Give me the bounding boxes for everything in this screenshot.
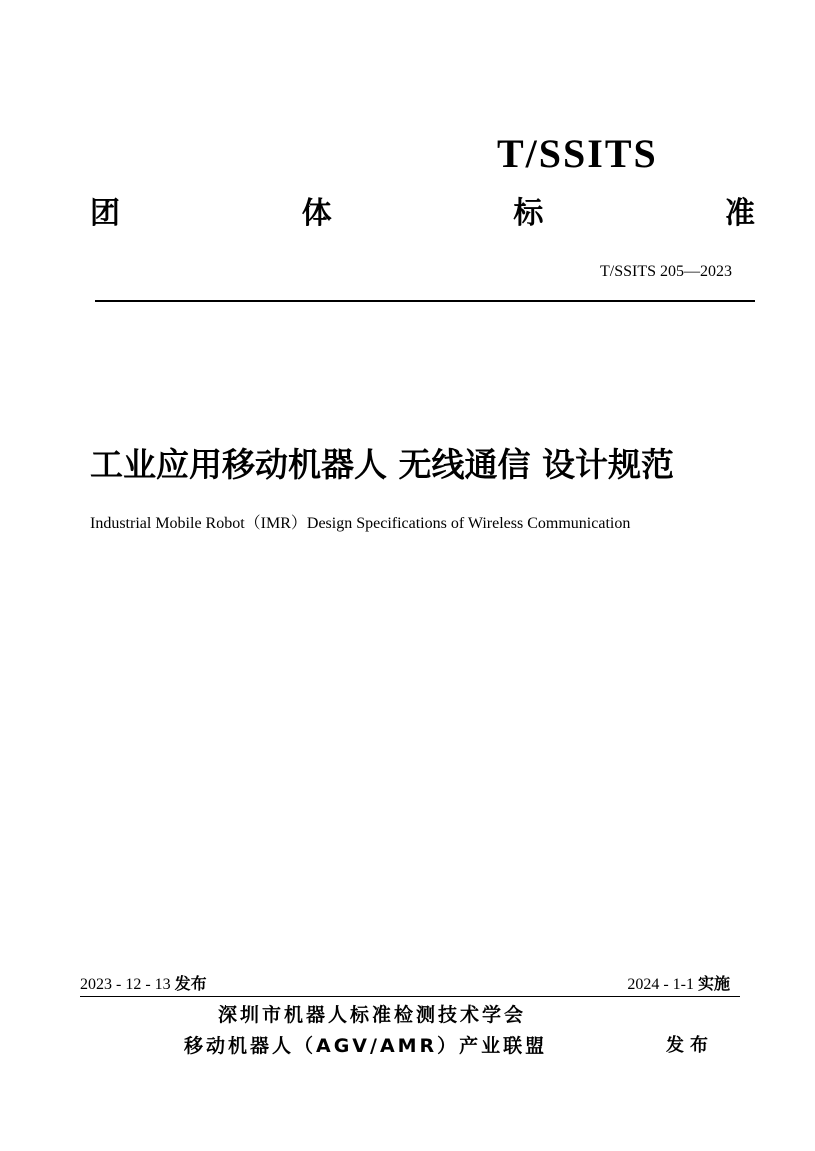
group-standard-char-4: 准 (724, 196, 755, 231)
publish-label: 发布 (174, 974, 207, 993)
document-title-english: Industrial Mobile Robot（IMR）Design Specifications of Wireless Communication (90, 515, 631, 532)
group-standard-char-1: 团 (90, 196, 120, 231)
group-standard-char-3: 标 (513, 196, 544, 231)
implement-label: 实施 (697, 974, 730, 993)
issue-label: 发布 (666, 1035, 714, 1056)
issuer-society: 深圳市机器人标准检测技术学会 (218, 1004, 527, 1026)
issuer-alliance: 移动机器人（AGV/AMR）产业联盟 (184, 1035, 548, 1057)
publish-date: 2023 - 12 - 13 (80, 976, 175, 993)
implement-date-block (627, 973, 730, 996)
group-standard-heading (90, 194, 755, 234)
group-standard-char-2: 体 (301, 196, 332, 231)
standard-number: T/SSITS 205—2023 (599, 263, 732, 280)
publish-date-block (80, 973, 207, 996)
document-title-chinese: 工业应用移动机器人 无线通信 设计规范 (90, 445, 674, 484)
header-divider (95, 300, 755, 302)
implement-date: 2024 - 1-1 (627, 976, 698, 993)
date-row (80, 972, 740, 997)
standard-code: T/SSITS (497, 131, 658, 176)
